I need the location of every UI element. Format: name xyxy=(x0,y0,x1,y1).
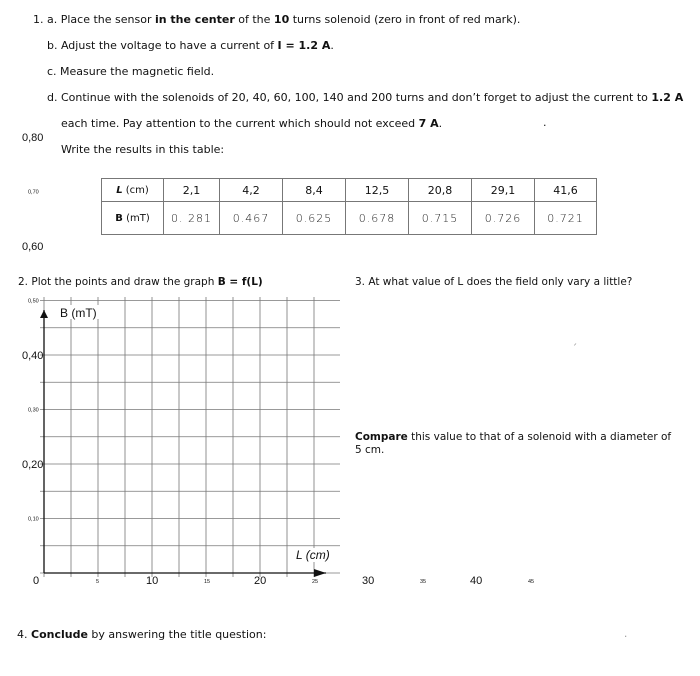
table-cell: 20,8 xyxy=(409,179,472,202)
x-major-tick-label: 20 xyxy=(254,575,267,587)
table-intro: Write the results in this table: xyxy=(61,143,225,156)
x-axis-label: L (cm) xyxy=(296,548,330,562)
y-major-tick-label: 0,20 xyxy=(22,459,44,471)
table-cell: 4,2 xyxy=(220,179,283,202)
q1d-line2: each time. Pay attention to the current which should not exceed 7 A. xyxy=(61,117,443,130)
q1c-line: c. Measure the magnetic field. xyxy=(47,65,215,78)
table-cell-handwritten: 0.726 xyxy=(472,202,535,235)
table-cell-handwritten: 0.721 xyxy=(535,202,597,235)
x-minor-tick-label: 45 xyxy=(528,579,535,585)
axes xyxy=(44,310,326,573)
grid-lines xyxy=(40,297,340,577)
y-major-tick-label: 0,80 xyxy=(22,132,44,144)
x-minor-tick-label: 25 xyxy=(312,579,319,585)
x-major-tick-label: 40 xyxy=(470,575,483,587)
y-major-tick-label: 0,40 xyxy=(22,350,44,362)
q1b-line: b. Adjust the voltage to have a current of I = 1.2 A. xyxy=(47,39,334,52)
y-axis-arrow-icon xyxy=(40,310,48,318)
table-cell: 2,1 xyxy=(164,179,220,202)
y-axis-label: B (mT) xyxy=(60,306,97,320)
table-cell-handwritten: 0. 281 xyxy=(164,202,220,235)
table-cell: 8,4 xyxy=(283,179,346,202)
q4-heading: 4. Conclude by answering the title question: xyxy=(17,628,267,641)
q3-compare: Compare this value to that of a solenoid with a diameter of 5 cm. xyxy=(355,431,672,456)
y-minor-tick-label: 0,30 xyxy=(28,407,39,414)
y-major-tick-label: 0,60 xyxy=(22,241,44,253)
x-major-tick-label: 10 xyxy=(146,575,159,587)
x-minor-tick-label: 15 xyxy=(204,579,211,585)
x-major-tick-label: 30 xyxy=(362,575,375,587)
table-cell: 12,5 xyxy=(346,179,409,202)
table-cell: 29,1 xyxy=(472,179,535,202)
stray-dot: . xyxy=(543,116,547,129)
stray-dot-2: . xyxy=(624,628,628,640)
q2-heading: 2. Plot the points and draw the graph B = f(L) xyxy=(18,276,263,288)
x-minor-tick-label: 35 xyxy=(420,579,427,585)
y-minor-tick-label: 0,10 xyxy=(28,516,39,523)
q1d-line1: d. Continue with the solenoids of 20, 40, 60, 100, 140 and 200 turns and don’t forget to adjust the current to 1.2 A xyxy=(47,91,684,104)
y-minor-tick-label: 0,70 xyxy=(28,189,39,196)
header-b: B (mT) xyxy=(102,202,164,235)
y-minor-tick-label: 0,50 xyxy=(28,298,39,305)
stray-mark: ˏ xyxy=(572,334,578,346)
x-axis-arrow-icon xyxy=(314,569,326,577)
table-cell-handwritten: 0.625 xyxy=(283,202,346,235)
table-cell-handwritten: 0.467 xyxy=(220,202,283,235)
x-minor-tick-label: 5 xyxy=(96,579,100,585)
header-l: L (cm) xyxy=(102,179,164,202)
table-cell: 41,6 xyxy=(535,179,597,202)
table-cell-handwritten: 0.678 xyxy=(346,202,409,235)
q3-heading: 3. At what value of L does the field only vary a little? xyxy=(355,276,633,288)
table-cell-handwritten: 0.715 xyxy=(409,202,472,235)
q1a-line: 1. a. Place the sensor in the center of the 10 turns solenoid (zero in front of red mark). xyxy=(33,13,521,26)
x-origin-label: 0 xyxy=(33,575,40,587)
